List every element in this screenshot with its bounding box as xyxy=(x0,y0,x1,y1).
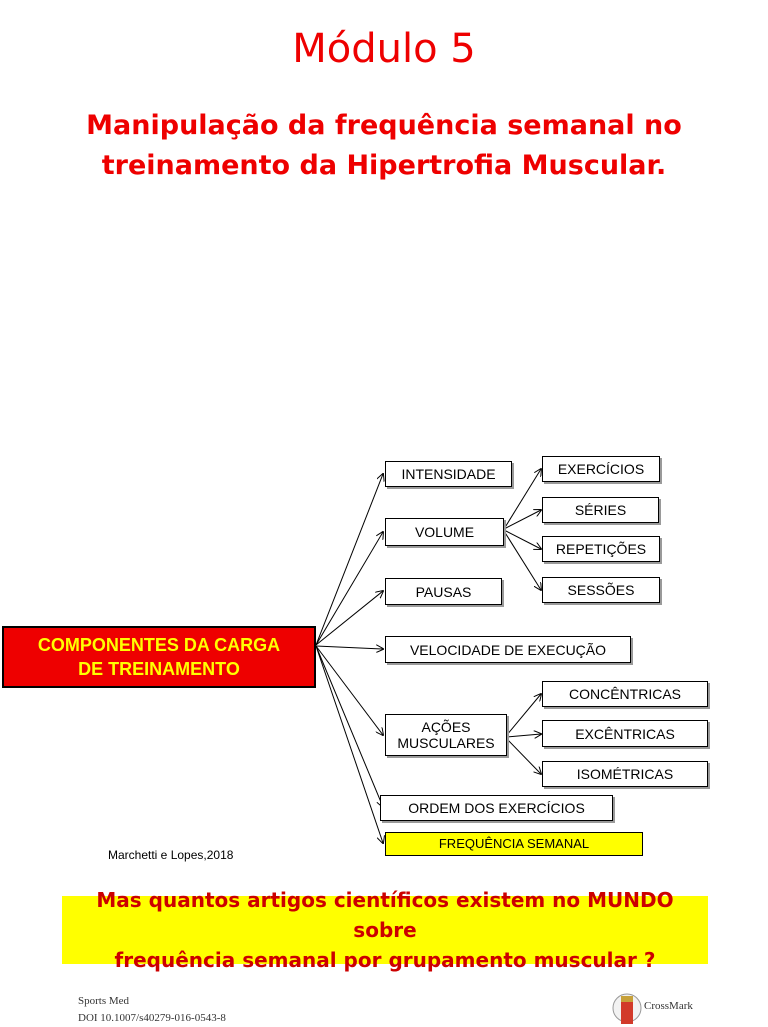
node-volume: VOLUME xyxy=(385,518,504,546)
connector-concentricas xyxy=(506,694,541,736)
node-intensidade: INTENSIDADE xyxy=(385,461,512,487)
node-exercicios: EXERCÍCIOS xyxy=(542,456,660,482)
node-series: SÉRIES xyxy=(542,497,659,523)
node-repeticoes: REPETIÇÕES xyxy=(542,536,660,562)
node-pausas: PAUSAS xyxy=(385,578,502,605)
node-ordem: ORDEM DOS EXERCÍCIOS xyxy=(380,795,613,821)
crossmark-icon xyxy=(612,990,642,1024)
connector-acoes xyxy=(316,646,383,735)
slide-title: Módulo 5 xyxy=(292,26,476,72)
crossmark-badge[interactable] xyxy=(612,990,722,1024)
connector-ordem xyxy=(316,646,383,807)
connector-excentricas xyxy=(506,734,541,737)
subtitle-line-2: treinamento da Hipertrofia Muscular. xyxy=(101,150,667,181)
root-node-line-1: COMPONENTES DA CARGA xyxy=(37,635,281,655)
connector-velocidade xyxy=(316,646,383,649)
connector-frequencia xyxy=(316,646,383,843)
node-velocidade: VELOCIDADE DE EXECUÇÃO xyxy=(385,636,631,663)
node-acoes xyxy=(385,714,507,756)
node-excentricas: EXCÊNTRICAS xyxy=(542,720,708,747)
journal-name: Sports Med xyxy=(78,995,130,1007)
node-acoes-line-2: MUSCULARES xyxy=(397,735,495,751)
connector-volume xyxy=(316,532,383,645)
subtitle-line-1: Manipulação da frequência semanal no xyxy=(86,110,682,141)
root-node-line-2: DE TREINAMENTO xyxy=(78,659,240,679)
node-sessoes: SESSÕES xyxy=(542,577,660,603)
journal-header xyxy=(78,993,226,1027)
node-acoes-line-1: AÇÕES xyxy=(421,719,471,735)
node-isometricas: ISOMÉTRICAS xyxy=(542,761,708,787)
journal-doi: DOI 10.1007/s40279-016-0543-8 xyxy=(78,1012,226,1024)
node-frequencia: FREQUÊNCIA SEMANAL xyxy=(385,832,643,856)
question-line-2: frequência semanal por grupamento muscular ? xyxy=(114,948,656,972)
connector-isometricas xyxy=(506,738,541,774)
question-line-1: Mas quantos artigos científicos existem no MUNDO sobre xyxy=(96,888,674,942)
crossmark-label: CrossMark xyxy=(644,1000,693,1012)
connector-intensidade xyxy=(316,474,383,645)
node-concentricas: CONCÊNTRICAS xyxy=(542,681,708,707)
question-banner xyxy=(62,888,708,972)
root-node xyxy=(2,626,316,688)
diagram-credit: Marchetti e Lopes,2018 xyxy=(108,848,234,862)
